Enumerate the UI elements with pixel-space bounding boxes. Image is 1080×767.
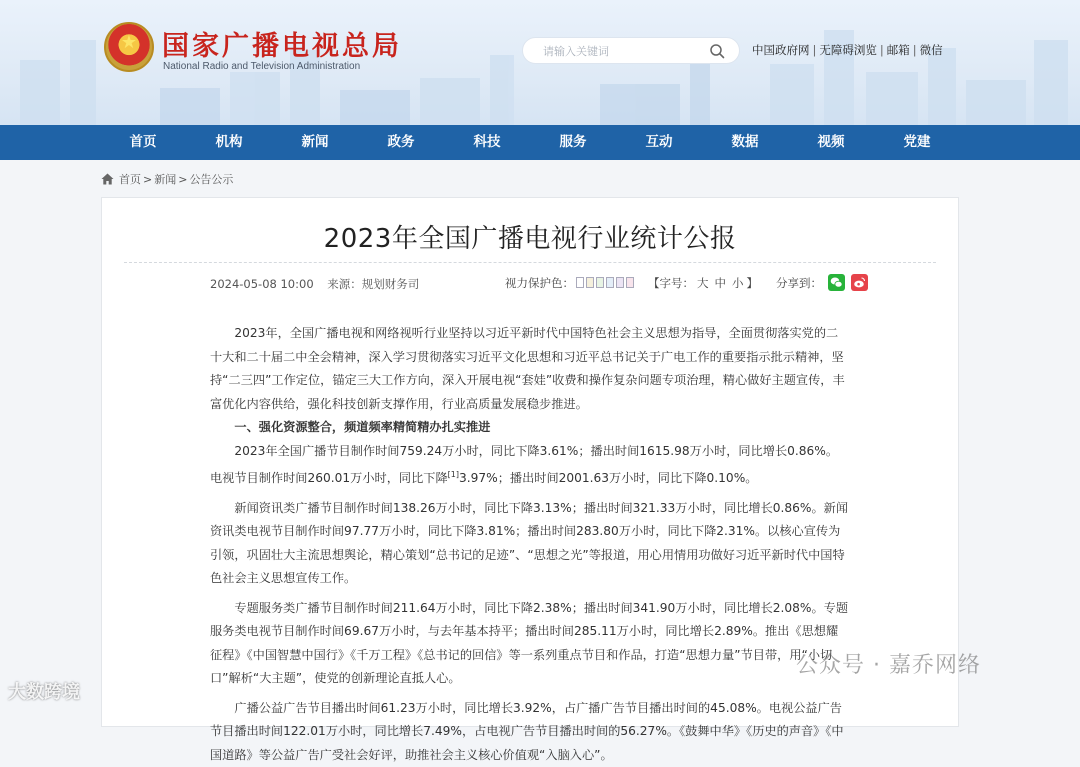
nav-item-data[interactable]: 数据 bbox=[731, 134, 759, 150]
link-mailbox[interactable]: 邮箱 bbox=[886, 43, 910, 57]
font-size-control bbox=[648, 275, 758, 291]
link-separator: | bbox=[912, 43, 917, 57]
watermark-brand: 大数跨境 bbox=[8, 682, 80, 703]
national-emblem-logo[interactable]: ★ bbox=[104, 22, 154, 72]
nav-item-technology[interactable]: 科技 bbox=[473, 134, 501, 150]
article-paragraph: 广播公益广告节目播出时间61.23万小时，同比增长3.92%，占广播广告节目播出时间的45.08%。电视公益广告节目播出时间122.01万小时，同比增长7.49%，占电视广告节目播出时间的56.27%。《鼓舞中华》《历史的声音》《中国道路》等公益广告广受社会好评，助推社会主义核心价值观“入脑入心”。 bbox=[210, 700, 844, 762]
eye-care-swatch-6[interactable] bbox=[626, 277, 634, 288]
wechat-icon[interactable] bbox=[828, 274, 845, 291]
eye-care-swatch-1[interactable] bbox=[576, 277, 584, 288]
nav-item-news[interactable]: 新闻 bbox=[301, 134, 329, 150]
nav-item-institutions[interactable]: 机构 bbox=[215, 134, 243, 150]
eye-care-swatch-2[interactable] bbox=[586, 277, 594, 288]
article-paragraph: 专题服务类广播节目制作时间211.64万小时，同比下降2.38%；播出时间341.90万小时，同比增长2.08%。专题服务类电视节目制作时间69.67万小时，与去年基本持平；播出时间285.11万小时，同比增长2.89%。推出《思想耀征程》《中国智慧中国行》《千万工程》《总书记的回信》等一系列重点节目和作品，打造“思想力量”节目带，用“小切口”解析“大主题”，使党的创新理论直抵人心。 bbox=[210, 600, 849, 686]
font-size-medium[interactable]: 中 bbox=[714, 275, 726, 290]
article-paragraph: 2023年，全国广播电视和网络视听行业坚持以习近平新时代中国特色社会主义思想为指导，全面贯彻落实党的二十大和二十届二中全会精神，深入学习贯彻落实习近平文化思想和习近平总书记关于广电工作的重要指示批示精神，坚持“二三四”工作定位，锚定三大工作方向，深入开展电视“套娃”收费和操作复杂问题专项治理，精心做好主题宣传，丰富优化内容供给，强化科技创新支撑作用，行业高质量发展稳步推进。 bbox=[210, 326, 845, 411]
article-paragraph: 新闻资讯类广播节目制作时间138.26万小时，同比下降3.13%；播出时间321.33万小时，同比增长0.86%。新闻资讯类电视节目制作时间97.77万小时，同比下降3.81%；播出时间283.80万小时，同比下降2.31%。以核心宣传为引领，巩固壮大主流思想舆论，精心策划“总书记的足迹”、“思想之光”等报道，用心用情用功做好习近平新时代中国特色社会主义思想宣传工作。 bbox=[210, 500, 849, 586]
font-size-label-close: 】 bbox=[746, 275, 758, 290]
article-source: 来源：规划财务司 bbox=[327, 277, 420, 291]
site-name-cn[interactable]: 国家广播电视总局 bbox=[162, 31, 402, 62]
breadcrumb-separator: > bbox=[178, 172, 188, 186]
font-size-small[interactable]: 小 bbox=[732, 275, 744, 290]
eye-care-swatch-5[interactable] bbox=[616, 277, 624, 288]
breadcrumb bbox=[101, 171, 233, 187]
breadcrumb-separator: > bbox=[143, 172, 153, 186]
paragraph-text: 3.97%；播出时间2001.63万小时，同比下降0.10%。 bbox=[459, 471, 758, 486]
nav-item-home[interactable]: 首页 bbox=[129, 134, 157, 150]
article-body bbox=[210, 322, 850, 767]
link-separator: | bbox=[812, 43, 817, 57]
site-header bbox=[0, 0, 1080, 125]
weibo-icon[interactable] bbox=[851, 274, 868, 291]
article-meta bbox=[210, 276, 419, 292]
main-nav bbox=[0, 125, 1080, 160]
font-size-large[interactable]: 大 bbox=[697, 275, 709, 290]
article-title: 2023年全国广播电视行业统计公报 bbox=[323, 224, 737, 254]
nav-item-video[interactable]: 视频 bbox=[817, 134, 845, 150]
paragraph-text: 2023年全国广播节目制作时间759.24万小时，同比下降3.61%；播出时间1615.98万小时，同比增长0.86%。电视节目制作时间260.01万小时，同比下降 bbox=[210, 443, 839, 486]
font-size-label-open: 【字号： bbox=[648, 275, 694, 290]
eye-care-swatch-4[interactable] bbox=[606, 277, 614, 288]
title-divider bbox=[124, 262, 936, 263]
publish-datetime: 2024-05-08 10:00 bbox=[210, 277, 314, 291]
nav-item-affairs[interactable]: 政务 bbox=[387, 134, 415, 150]
search-icon[interactable] bbox=[709, 43, 725, 59]
share-label: 分享到： bbox=[776, 275, 822, 290]
eye-care-swatch-3[interactable] bbox=[596, 277, 604, 288]
footnote-marker[interactable]: [1] bbox=[447, 470, 459, 479]
link-gov-cn[interactable]: 中国政府网 bbox=[752, 43, 810, 57]
link-wechat[interactable]: 微信 bbox=[919, 43, 943, 57]
breadcrumb-home[interactable]: 首页 bbox=[119, 173, 141, 186]
breadcrumb-news[interactable]: 新闻 bbox=[154, 173, 177, 186]
nav-item-party[interactable]: 党建 bbox=[903, 134, 931, 150]
site-name-en: National Radio and Television Administration bbox=[163, 61, 361, 72]
top-links bbox=[752, 42, 943, 58]
breadcrumb-announcements[interactable]: 公告公示 bbox=[189, 173, 234, 186]
nav-item-interaction[interactable]: 互动 bbox=[645, 134, 673, 150]
search-box bbox=[522, 37, 740, 64]
article-paragraph bbox=[210, 440, 850, 491]
watermark-wechat-account: 公众号 · 嘉乔网络 bbox=[796, 653, 981, 678]
link-separator: | bbox=[879, 43, 884, 57]
nav-item-services[interactable]: 服务 bbox=[559, 134, 587, 150]
link-accessibility[interactable]: 无障碍浏览 bbox=[819, 43, 877, 57]
home-icon bbox=[101, 173, 114, 185]
search-input[interactable] bbox=[543, 42, 703, 60]
article-section-heading: 一、强化资源整合，频道频率精简精办扎实推进 bbox=[234, 420, 491, 434]
article-tools bbox=[505, 274, 868, 291]
eye-care-label: 视力保护色： bbox=[505, 275, 574, 290]
